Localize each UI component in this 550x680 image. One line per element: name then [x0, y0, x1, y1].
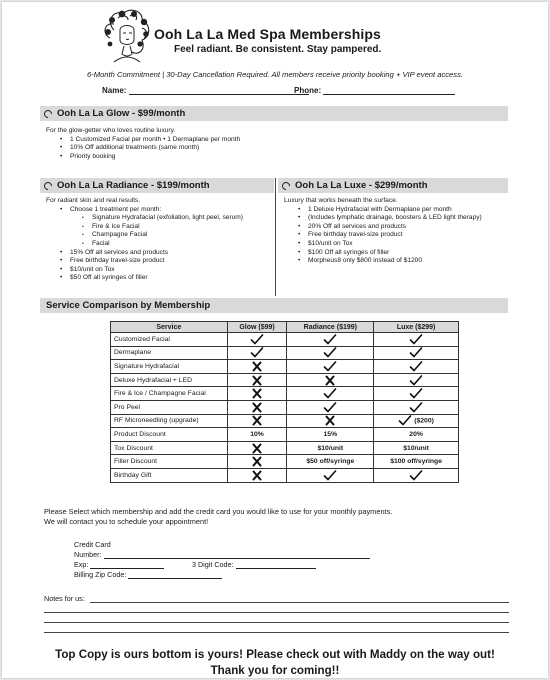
radiance-option: • Facial	[46, 240, 274, 249]
glow-cell: 10%	[227, 428, 287, 442]
card-code-label: 3 Digit Code:	[192, 560, 234, 569]
table-row	[111, 333, 459, 347]
table-row	[111, 346, 459, 360]
x-mark-icon	[250, 415, 264, 426]
glow-cell	[227, 414, 287, 428]
radiance-cell	[287, 387, 374, 401]
radiance-cell	[287, 414, 374, 428]
commitment-note: 6-Month Commitment | 30-Day Cancellation Required. All members receive priority booking + VIP event access.	[87, 70, 463, 79]
col-header-luxe: Luxe ($299)	[374, 322, 459, 333]
luxe-cell: $10/unit	[374, 441, 459, 455]
glow-cell	[227, 360, 287, 374]
service-name: Filler Discount	[111, 455, 228, 469]
glow-item: • 10% Off additional treatments (same month)	[46, 144, 346, 153]
col-header-glow: Glow ($99)	[227, 322, 287, 333]
check-icon	[250, 334, 264, 345]
glow-cell	[227, 346, 287, 360]
service-name: Dermaplane	[111, 346, 228, 360]
x-mark-icon	[250, 456, 264, 467]
check-icon	[323, 388, 337, 399]
card-code-input-line[interactable]	[236, 562, 316, 569]
radiance-item: • Free birthday travel-size product	[46, 257, 274, 266]
luxe-intro: Luxury that works beneath the surface.	[284, 197, 398, 204]
comparison-body	[111, 333, 459, 483]
radiance-cell: $50 off/syringe	[287, 455, 374, 469]
name-field[interactable]	[102, 86, 309, 95]
billing-zip-label: Billing Zip Code:	[74, 570, 127, 579]
service-name: Deluxe Hydrafacial + LED	[111, 373, 228, 387]
luxe-cell	[374, 414, 459, 428]
luxe-item: • Morpheus8 only $800 instead of $1200	[284, 257, 510, 266]
x-mark-icon	[250, 375, 264, 386]
table-row	[111, 387, 459, 401]
radiance-cell	[287, 333, 374, 347]
phone-field[interactable]	[294, 86, 455, 95]
radiance-select-circle-icon[interactable]	[42, 180, 53, 191]
card-exp-input-line[interactable]	[90, 562, 164, 569]
notes-line[interactable]	[44, 612, 509, 613]
check-icon	[409, 334, 423, 345]
luxe-cell	[374, 387, 459, 401]
luxe-item: • $100 Off all syringes of filler	[284, 249, 510, 258]
radiance-title: Ooh La La Radiance - $199/month	[57, 180, 210, 191]
radiance-cell	[287, 360, 374, 374]
glow-details	[46, 127, 346, 161]
instruction-line: We will contact you to schedule your appointment!	[44, 517, 209, 527]
check-icon	[409, 375, 423, 386]
radiance-section-header[interactable]	[40, 178, 274, 193]
billing-zip-field[interactable]	[74, 570, 222, 579]
check-icon	[323, 402, 337, 413]
check-icon	[323, 347, 337, 358]
service-name: Fire & Ice / Champagne Facial	[111, 387, 228, 401]
x-mark-icon	[323, 375, 337, 386]
luxe-item: • $10/unit on Tox	[284, 240, 510, 249]
radiance-choose: • Choose 1 treatment per month:	[46, 206, 274, 215]
col-header-radiance: Radiance ($199)	[287, 322, 374, 333]
page-tagline: Feel radiant. Be consistent. Stay pampered.	[174, 44, 382, 55]
table-row	[111, 414, 459, 428]
instruction-line: Please Select which membership and add the credit card you would like to use for your monthly payments.	[44, 507, 393, 516]
glow-item: • 1 Customized Facial per month • 1 Dermaplane per month	[46, 136, 346, 145]
x-mark-icon	[250, 443, 264, 454]
x-mark-icon	[250, 470, 264, 481]
check-icon	[409, 402, 423, 413]
radiance-item: • $50 Off all syringes of filler	[46, 274, 274, 283]
service-name: Signature Hydrafacial	[111, 360, 228, 374]
x-mark-icon	[323, 415, 337, 426]
luxe-details	[284, 197, 510, 266]
check-icon	[409, 347, 423, 358]
radiance-cell	[287, 346, 374, 360]
radiance-item: • $10/unit on Tox	[46, 266, 274, 275]
card-code-field[interactable]	[192, 560, 316, 569]
table-row	[111, 400, 459, 414]
table-row	[111, 360, 459, 374]
check-icon	[409, 388, 423, 399]
luxe-cell	[374, 468, 459, 482]
spa-logo-icon	[100, 8, 154, 64]
luxe-select-circle-icon[interactable]	[280, 180, 291, 191]
luxe-cell	[374, 373, 459, 387]
notes-line[interactable]	[44, 622, 509, 623]
card-number-label: Number:	[74, 550, 102, 559]
luxe-item: • 1 Deluxe Hydrafacial with Dermaplane per month	[284, 206, 510, 215]
card-exp-label: Exp:	[74, 560, 89, 569]
footer-note: Top Copy is ours bottom is yours! Please check out with Maddy on the way out!	[55, 648, 495, 661]
notes-label: Notes for us:	[44, 594, 85, 603]
page-title: Ooh La La Med Spa Memberships	[154, 26, 381, 42]
luxe-cell	[374, 400, 459, 414]
x-mark-icon	[250, 402, 264, 413]
glow-section-header[interactable]	[40, 106, 508, 121]
footer-thanks: Thank you for coming!!	[210, 664, 340, 677]
glow-cell	[227, 373, 287, 387]
glow-cell	[227, 468, 287, 482]
service-name: Tox Discount	[111, 441, 228, 455]
table-row	[111, 441, 459, 455]
radiance-cell	[287, 400, 374, 414]
comparison-title: Service Comparison by Membership	[46, 300, 211, 311]
phone-label: Phone:	[294, 86, 322, 95]
radiance-item: • 15% Off all services and products	[46, 249, 274, 258]
check-icon	[323, 470, 337, 481]
luxe-cell	[374, 360, 459, 374]
luxe-item: • Free birthday travel-size product	[284, 231, 510, 240]
check-icon	[398, 415, 412, 426]
glow-item: • Priority booking	[46, 153, 346, 162]
table-row	[111, 468, 459, 482]
comparison-header-row	[111, 322, 459, 333]
card-exp-field[interactable]	[74, 560, 164, 569]
notes-line[interactable]	[44, 632, 509, 633]
glow-select-circle-icon[interactable]	[42, 108, 53, 119]
radiance-cell: 15%	[287, 428, 374, 442]
membership-form-page	[2, 2, 548, 678]
service-name: Birthday Gift	[111, 468, 228, 482]
glow-intro: For the glow-getter who loves routine luxury.	[46, 127, 176, 134]
check-icon	[250, 347, 264, 358]
luxe-item: • 20% Off all services and products	[284, 223, 510, 232]
name-label: Name:	[102, 86, 127, 95]
radiance-option: • Fire & Ice Facial	[46, 223, 274, 232]
credit-card-heading: Credit Card	[74, 540, 111, 549]
table-row	[111, 373, 459, 387]
luxe-cell	[374, 333, 459, 347]
check-icon	[409, 470, 423, 481]
upgrade-price: ($200)	[414, 417, 434, 425]
card-number-input-line[interactable]	[104, 552, 370, 559]
table-row	[111, 455, 459, 469]
notes-line[interactable]	[90, 602, 509, 603]
name-input-line[interactable]	[129, 86, 309, 95]
comparison-table	[110, 321, 459, 483]
comparison-section-header	[40, 298, 508, 313]
radiance-details	[46, 197, 274, 283]
radiance-cell	[287, 468, 374, 482]
glow-title: Ooh La La Glow - $99/month	[57, 108, 186, 119]
payment-instructions	[44, 507, 392, 527]
luxe-item: • (Includes lymphatic drainage, boosters & LED light therapy)	[284, 214, 510, 223]
service-name: RF Microneedling (upgrade)	[111, 414, 228, 428]
x-mark-icon	[250, 361, 264, 372]
radiance-intro: For radiant skin and real results.	[46, 197, 141, 204]
check-icon	[409, 361, 423, 372]
radiance-option: • Champagne Facial	[46, 231, 274, 240]
table-row	[111, 428, 459, 442]
column-divider	[275, 178, 276, 296]
glow-cell	[227, 400, 287, 414]
check-icon	[323, 334, 337, 345]
luxe-cell: 20%	[374, 428, 459, 442]
billing-zip-input-line[interactable]	[128, 572, 222, 579]
service-name: Product Discount	[111, 428, 228, 442]
radiance-option: • Signature Hydrafacial (exfoliation, light peel, serum)	[46, 214, 274, 223]
radiance-cell	[287, 373, 374, 387]
glow-cell	[227, 455, 287, 469]
phone-input-line[interactable]	[323, 86, 455, 95]
glow-cell	[227, 387, 287, 401]
luxe-cell: $100 off/syringe	[374, 455, 459, 469]
service-name: Customized Facial	[111, 333, 228, 347]
glow-cell	[227, 441, 287, 455]
col-header-service: Service	[111, 322, 228, 333]
luxe-cell	[374, 346, 459, 360]
luxe-section-header[interactable]	[278, 178, 508, 193]
x-mark-icon	[250, 388, 264, 399]
glow-cell	[227, 333, 287, 347]
service-name: Pro Peel	[111, 400, 228, 414]
luxe-title: Ooh La La Luxe - $299/month	[295, 180, 428, 191]
radiance-cell: $10/unit	[287, 441, 374, 455]
check-icon	[323, 361, 337, 372]
card-number-field[interactable]	[74, 550, 370, 559]
